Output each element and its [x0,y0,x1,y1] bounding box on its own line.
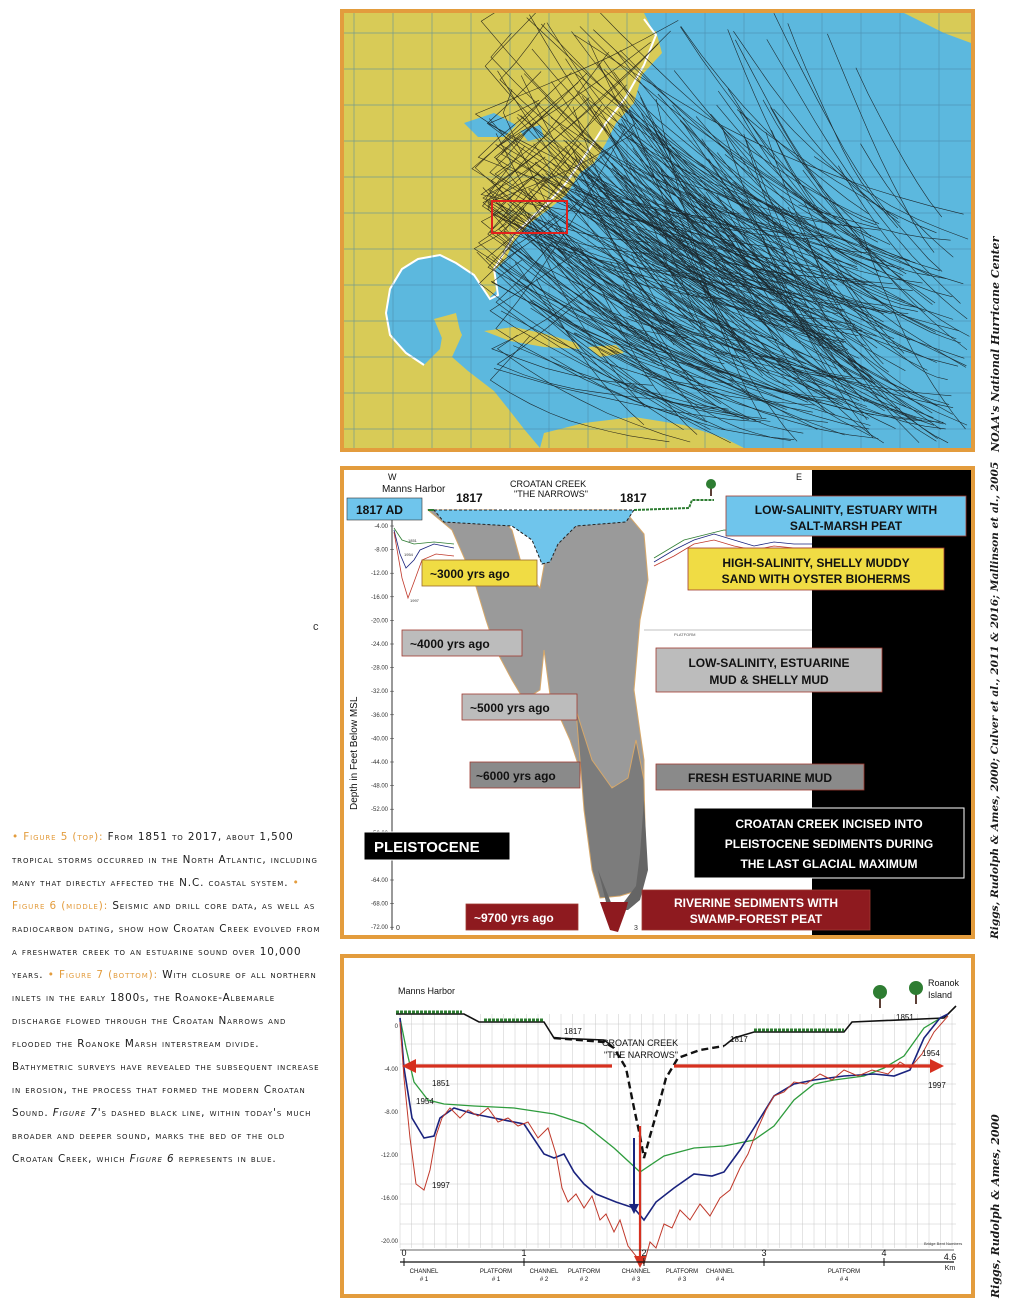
fig6-ref: Figure 6 [129,1153,175,1165]
manns-harbor-label: Manns Harbor [398,986,456,996]
svg-text:LOW-SALINITY, ESTUARY WITH: LOW-SALINITY, ESTUARY WITH [754,503,938,517]
fig7-ref: Figure 7 [52,1107,98,1119]
y-tick-label: -16.00 [370,594,388,601]
km-tick-label: 0 [401,1248,407,1258]
y-tick-label: -20.00 [370,618,388,625]
svg-text:~6000 yrs ago: ~6000 yrs ago [476,769,556,783]
km-tick-label: 3 [761,1248,767,1258]
year-right: 1817 [620,491,647,505]
svg-text:~4000 yrs ago: ~4000 yrs ago [410,637,490,651]
svg-text:1817 AD: 1817 AD [356,503,403,517]
fig5-text: From 1851 to 2017, about 1,500 tropical storms occurred in the North Atlantic, including many that directly affected the N.C. coastal system. [12,831,318,889]
y-tick-label: -16.00 [380,1196,398,1202]
km-unit: Km [944,1265,956,1272]
left-1997: 1997 [432,1181,450,1190]
year-left: 1817 [456,491,483,505]
y-tick-label: -4.00 [374,524,388,530]
axis-three: 3 [634,925,638,932]
segment-number: # 2 [579,1277,589,1283]
fig7-text-3: represents in blue. [178,1153,277,1165]
fig6-label: Figure 6 (middle): [12,900,109,912]
segment-label: CHANNEL [409,1269,439,1275]
left-1851: 1851 [432,1079,450,1088]
svg-text:SAND WITH OYSTER BIOHERMS: SAND WITH OYSTER BIOHERMS [721,572,911,586]
svg-text:THE LAST GLACIAL MAXIMUM: THE LAST GLACIAL MAXIMUM [740,857,918,871]
inset-year-1997: 1997 [410,598,419,603]
svg-text:RIVERINE SEDIMENTS WITH: RIVERINE SEDIMENTS WITH [673,896,839,910]
croatan-title-1: CROATAN CREEK [510,479,587,489]
hurricane-track-map [344,13,971,448]
segment-label: PLATFORM [827,1269,861,1275]
inset-year-1851: 1851 [408,538,417,543]
svg-text:FRESH ESTUARINE MUD: FRESH ESTUARINE MUD [687,771,833,785]
segment-label: PLATFORM [567,1269,601,1275]
east-label: E [796,472,803,482]
figure-6-frame [340,466,975,939]
y-tick-label: -40.00 [370,736,388,743]
segment-number: # 1 [491,1277,501,1283]
svg-text:PLEISTOCENE: PLEISTOCENE [374,839,480,856]
fig7-text-2: 's dashed black line, within today's much broader and deeper sound, marks the bed of the old Croatan Creek, which [12,1107,312,1165]
svg-text:HIGH-SALINITY, SHELLY MUDDY: HIGH-SALINITY, SHELLY MUDDY [722,556,910,570]
segment-label: CHANNEL [529,1269,559,1275]
roanoke-label-1: Roanok [928,978,960,988]
y-tick-label: -68.00 [370,901,388,908]
axis-zero: 0 [396,925,400,932]
fig6-text: Seismic and drill core data, as well as radiocarbon dating, show how Croatan Creek evolved from a freshwater creek to an estuarine sound over 10,000 years. [12,900,321,981]
fig7-label: Figure 7 (bottom): [58,969,159,981]
stray-mark: c [313,621,319,633]
segment-number: # 3 [631,1277,641,1283]
right-1851: 1851 [896,1013,914,1022]
croatan-bathymetric-profile [344,958,971,1294]
y-tick-label: -8.00 [384,1110,398,1116]
croatan-label-2: "THE NARROWS" [604,1050,678,1060]
y-tick-label: 0 [394,1024,398,1030]
y-tick-label: -44.00 [370,760,388,766]
croatan-title-2: "THE NARROWS" [514,489,588,499]
roanoke-label-2: Island [928,990,953,1000]
y-tick-label: -28.00 [370,665,388,672]
svg-text:SWAMP-FOREST PEAT: SWAMP-FOREST PEAT [689,912,823,926]
right-1954: 1954 [922,1049,940,1058]
manns-harbor-label: Manns Harbor [382,484,446,495]
year-1817-right: 1817 [730,1035,748,1044]
segment-number: # 3 [677,1277,687,1283]
segment-label: CHANNEL [621,1269,651,1275]
svg-text:~3000 yrs ago: ~3000 yrs ago [430,567,510,581]
y-tick-label: -48.00 [370,783,388,790]
left-1954: 1954 [416,1097,434,1106]
y-tick-label: -4.00 [384,1067,398,1073]
y-axis-label: Depth in Feet Below MSL [349,696,360,810]
figure-caption: • Figure 5 (top): From 1851 to 2017, about 1,500 tropical storms occurred in the North Atlantic, including many that directly affected the N.C. coastal system. • Figure 6 (middle): Seismic and drill core data, as well as radiocarbon dating, show how Croatan Creek evolved from a freshwater creek to an estuarine sound over 10,000 years. • Figure 7 (bottom): With closure of all northern inlets in the early 1800s, the Roanoke-Albemarle discharge flowed through the Croatan Narrows and flooded the Roanoke Marsh interstream divide. Bathymetric surveys have revealed the subsequent increase in erosion, the process that formed the modern Croatan Sound. Figure 7's dashed black line, within today's much broader and deeper sound, marks the bed of the old Croatan Creek, which Figure 6 represents in blue. [12,831,321,1165]
km-tick-label: 2 [641,1248,647,1258]
y-tick-label: -12.00 [380,1153,398,1159]
y-tick-label: -12.00 [370,571,388,578]
year-1817-left: 1817 [564,1027,582,1036]
km-end: 4.6 [943,1252,957,1262]
y-tick-label: -8.00 [374,547,388,554]
credit-top: NOAA's National Hurricane Center [989,236,1002,452]
croatan-creek-cross-section [344,470,971,935]
segment-label: CHANNEL [705,1269,735,1275]
y-tick-label: -72.00 [370,925,388,932]
credit-bottom: Riggs, Rudolph & Ames, 2000 [989,1114,1002,1298]
segment-number: # 2 [539,1277,549,1283]
segment-label: PLATFORM [479,1269,513,1275]
km-tick-label: 1 [521,1248,527,1258]
km-tick-label: 4 [881,1248,887,1258]
svg-text:PLEISTOCENE SEDIMENTS DURING: PLEISTOCENE SEDIMENTS DURING [724,837,934,851]
segment-number: # 4 [839,1277,849,1283]
svg-text:CROATAN CREEK INCISED INTO: CROATAN CREEK INCISED INTO [735,817,923,831]
croatan-label-1: CROATAN CREEK [602,1038,679,1048]
y-tick-label: -20.00 [380,1239,398,1245]
credit-middle: Riggs, Rudolph & Ames, 2000; Culver et al., 2011 & 2016; Mallinson et al., 2005 [989,461,1001,939]
svg-text:SALT-MARSH PEAT: SALT-MARSH PEAT [789,519,903,533]
y-tick-label: -24.00 [370,642,388,648]
inset-year-1954: 1954 [404,552,413,557]
svg-text:~9700 yrs ago: ~9700 yrs ago [474,911,554,925]
right-1997: 1997 [928,1081,946,1090]
bridge-label: Bridge Bent Numbers [924,1241,963,1246]
west-label: W [388,472,397,482]
y-tick-label: -64.00 [370,878,388,884]
fig5-label: Figure 5 (top): [23,831,104,843]
y-tick-label: -52.00 [370,807,388,814]
svg-text:~5000 yrs ago: ~5000 yrs ago [470,701,550,715]
svg-text:LOW-SALINITY, ESTUARINE: LOW-SALINITY, ESTUARINE [688,656,850,670]
y-tick-label: -32.00 [370,689,388,696]
figure-5-frame [340,9,975,452]
fig7-text-1: With closure of all northern inlets in the early 1800s, the Roanoke-Albemarle discharge flowed through the Croatan Narrows and flooded the Roanoke Marsh interstream divide. Bathymetric surveys have revealed the subsequent increase in erosion, the process that formed the modern Croatan Sound. [12,969,320,1119]
svg-text:MUD & SHELLY MUD: MUD & SHELLY MUD [709,673,829,687]
svg-text:PLATFORM: PLATFORM [674,632,696,637]
y-tick-label: -36.00 [370,712,388,719]
segment-number: # 4 [715,1277,725,1283]
figure-7-frame [340,954,975,1298]
segment-label: PLATFORM [665,1269,699,1275]
segment-number: # 1 [419,1277,429,1283]
